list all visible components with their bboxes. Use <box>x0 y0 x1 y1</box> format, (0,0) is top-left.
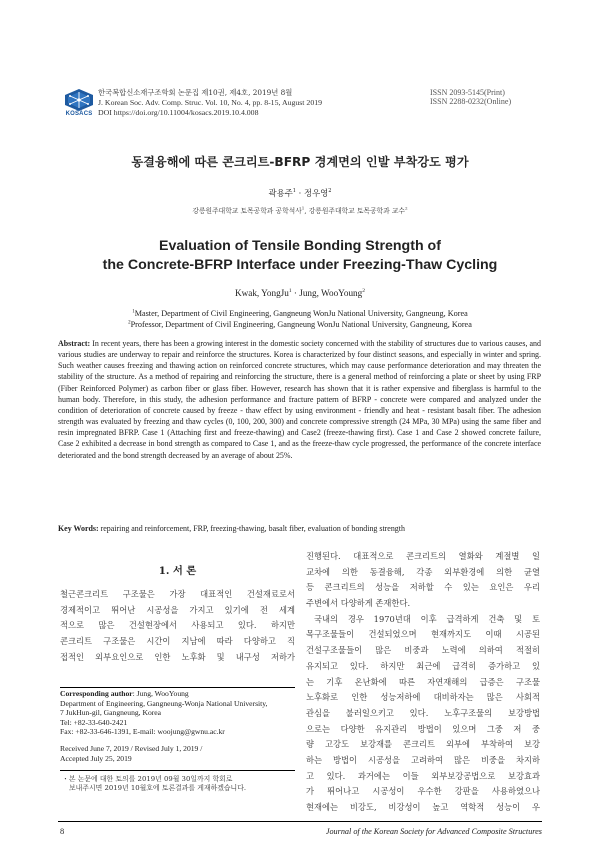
issn-online: ISSN 2288-0232(Online) <box>430 97 512 106</box>
keywords-text: repairing and reinforcement, FRP, freezing-thawing, basalt fiber, evaluation of bonding strength <box>98 524 405 533</box>
authors-en: Kwak, YongJu$^1$ · Jung, WooYoung$^2$ <box>234 287 366 298</box>
logo-hexagon-icon <box>60 88 98 112</box>
text-line: 적으로 많은 건설현장에서 사용되고 있다. 하지만 <box>60 620 295 631</box>
text-line: 가 뛰어나고 시공성이 우수한 강판을 사용하였으나 <box>306 786 540 797</box>
journal-info-en: J. Korean Soc. Adv. Comp. Struc. Vol. 10, No. 4, pp. 8-15, August 2019 <box>98 98 323 107</box>
affiliations-ko: 강릉원주대학교 토목공학과 공학석사$^1$, 강릉원주대학교 토목공학과 교수$^2$ <box>192 205 408 215</box>
corresponding-line: Fax: +82-33-646-1391, E-mail: woojung@gwnu.ac.kr <box>60 727 225 737</box>
left-column-body <box>60 587 295 665</box>
author-2-ko: 정우영 <box>304 188 329 198</box>
text-line: 관심을 불러일으키고 있다. 노후구조물의 보강방법 <box>306 707 540 718</box>
keywords <box>58 524 541 533</box>
paper-title-en-line2: the Concrete-BFRP Interface under Freezing-Thaw Cycling <box>102 257 498 273</box>
author-1-ko: 곽용주 <box>268 188 293 198</box>
text-line: 현재에는 비강도, 비강성이 높고 역학적 성능이 우 <box>306 802 540 812</box>
text-line: 노후화로 인한 성능저하에 대비하자는 많은 사회적 <box>306 692 540 703</box>
author-2-en: Jung, WooYoung <box>299 288 363 298</box>
text-line: 진행된다. 대표적으로 콘크리트의 열화와 계절별 일 <box>306 551 540 561</box>
journal-logo <box>60 88 98 118</box>
text-line: 접적인 외부요인으로 인한 노후화 및 내구성 저하가 <box>60 651 295 662</box>
logo-text: KOSACS <box>65 111 93 117</box>
footer-divider <box>58 821 542 822</box>
corresponding-name: : Jung, WooYoung <box>132 689 189 698</box>
page-number: 8 <box>60 827 65 836</box>
discussion-note: ・본 논문에 대한 토의를 2019년 09월 30일까지 학회로 보내주시면 2019년 10월호에 토론결과를 게재하겠습니다. <box>62 775 247 792</box>
text-line: 주변에서 다양하게 존재한다. <box>306 598 411 609</box>
text-line: 등 콘크리트의 성능을 저하할 수 있는 요인은 우리 <box>306 582 540 593</box>
corresponding-line: Department of Engineering, Gangneung-Wonja National University, <box>60 698 268 708</box>
text-line: 콘크리트 구조물은 시간이 지남에 따라 다양하고 직 <box>60 636 295 647</box>
journal-info-ko: 한국복합신소재구조학회 논문집 제10권, 제4호, 2019년 8월 <box>98 88 293 97</box>
issn-print: ISSN 2093-5145(Print) <box>430 88 505 97</box>
authors-ko: 곽용주$^1$ · 정우영$^2$ <box>268 188 332 198</box>
text-line: 고 있다. 과거에는 이들 외부보강공법으로 보강효과 <box>306 770 540 781</box>
text-line: 경제적이고 뛰어난 시공성을 가지고 있기에 전 세계 <box>60 604 295 615</box>
section-title-introduction: 1. 서 론 <box>158 565 197 577</box>
text-line: 목구조물들이 건설되었으며 현재까지도 이때 시공된 <box>306 629 540 640</box>
text-line: 철근콘크리트 구조물은 가장 대표적인 건설재료로서 <box>60 589 295 599</box>
author-1-en: Kwak, YongJu <box>234 288 289 298</box>
text-line: 는 기후 온난화에 따른 자연재해의 급증은 구조물 <box>306 676 540 687</box>
received-dates: Received June 7, 2019 / Revised July 1, 2019 / Accepted July 25, 2019 <box>60 744 203 763</box>
paper-title-ko: 동결융해에 따른 콘크리트-BFRP 경계면의 인발 부착강도 평가 <box>131 155 469 169</box>
text-line: 교차에 의한 동결융해, 각종 외부환경에 의한 균열 <box>306 566 540 577</box>
right-column-body <box>306 549 540 816</box>
abstract <box>58 338 541 461</box>
paper-title-en-line1: Evaluation of Tensile Bonding Strength of <box>159 238 441 254</box>
affiliation-en-1: $^1$Master, Department of Civil Engineering, Gangneung WonJu National University, Gangneung, Korea <box>132 309 468 318</box>
abstract-text: In recent years, there has been a growing interest in the domestic society concerned with the stability of structures due to various causes, and various studies are underway to repair and reinforce the structures. Korea is characterized by four distinct seasons, and especially in winter and spring. Such weather causes freezing and thawing action on reinforced concrete structures, which may cause performance deterioration and may threaten the stability of the structure. As a method of repairing and reinforcing the structure, there is a general method of reinforcing a plate or sheet by using FRP (Fiber Reinforced Polymer) as carbon fiber or glass fiber. However, research has shown that it is rather expensive and fiberglass is harmful to the human body. Therefore, in this study, the adhesion performance and fracture pattern of BFRP - concrete were compared and analyzed under the condition of deterioration of concrete caused by freeze - thaw effect by using environment - friendly and heat - resistant basalt fiber. The adhesion strength was evaluated by freezing and thaw cycles (0, 100, 200, 300) and concrete compressive strength (24 MPa, 30 MPa) using the same fiber and resin impregnated BFRP. Case 1 (Attaching first and freeze-thawing) and Case2 (freeze-thawing first). Case 1 and Case 2 showed concrete failure, Case 2 exhibited a decrease in bond strength as compared to Case 1, and as the freeze-thaw cycle progressed, the performance of the concrete interface deteriorated and the bond strength decreased by an average of about 25%. <box>58 339 541 460</box>
corresponding-author-box <box>60 687 295 737</box>
keywords-label: Key Words: <box>58 524 99 533</box>
text-line: 으로는 다양한 유지관리 방법이 있으며 그중 저 중 <box>306 723 540 734</box>
note-divider <box>60 770 295 771</box>
affiliation-en-2: $^2$Professor, Department of Civil Engineering, Gangneung WonJu National University, Gangneung, Korea <box>128 320 472 329</box>
doi-link[interactable]: DOI https://doi.org/10.11004/kosacs.2019.10.4.008 <box>98 108 259 117</box>
text-line: 국내의 경우 1970년대 이후 급격하게 건축 및 토 <box>314 613 540 624</box>
corresponding-line: Tel: +82-33-640-2421 <box>60 717 128 727</box>
text-line: 건설구조물들이 많은 비중과 노력에 의하여 적절히 <box>306 645 540 656</box>
abstract-label: Abstract: <box>58 339 91 348</box>
corresponding-label: Corresponding author <box>60 689 133 698</box>
text-line: 하는 방법이 시공성을 고려하여 많은 비중을 차지하 <box>306 754 540 765</box>
text-line: 량 고강도 보강재를 콘크리트 외부에 부착하여 보강 <box>306 739 540 750</box>
journal-name-footer: Journal of the Korean Society for Advanced Composite Structures <box>325 827 542 836</box>
corresponding-line: 7 JukHun-gil, Gangneung, Korea <box>60 708 162 718</box>
text-line: 유지되고 있다. 하지만 최근에 급격히 증가하고 있 <box>306 660 540 671</box>
